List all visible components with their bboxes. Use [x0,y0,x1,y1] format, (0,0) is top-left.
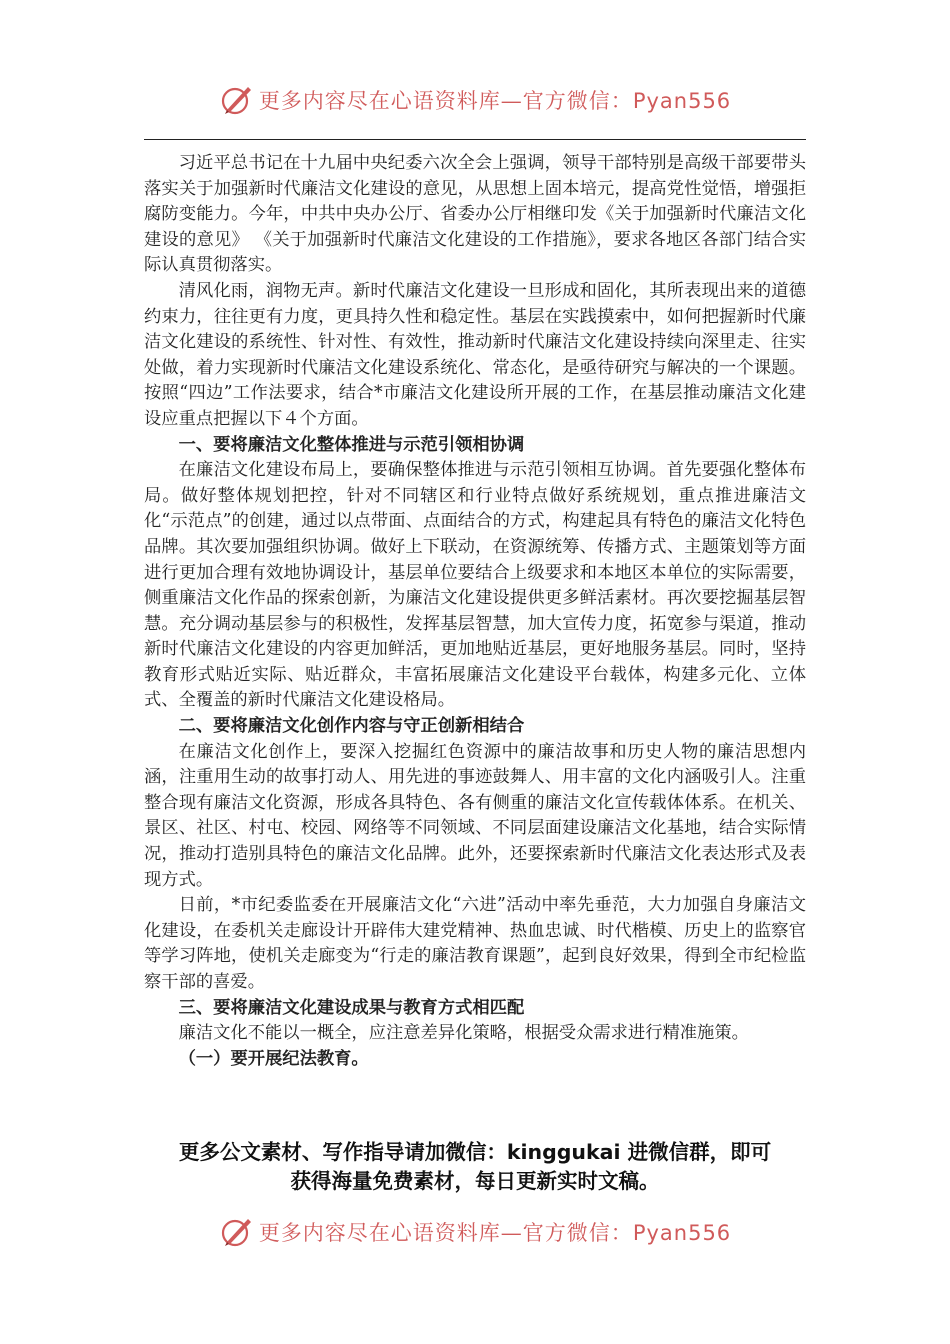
footer-banner [0,1212,950,1252]
section-1-paragraph: 在廉洁文化建设布局上，要确保整体推进与示范引领相互协调。首先要强化整体布局。做好整体规划把控，针对不同辖区和行业特点做好系统规划，重点推进廉洁文化“示范点”的创建，通过以点带面、点面结合的方式，构建起具有特色的廉洁文化特色品牌。其次要加强组织协调。做好上下联动，在资源统筹、传播方式、主题策划等方面进行更加合理有效地协调设计，基层单位要结合上级要求和本地区本单位的实际需要，侧重廉洁文化作品的探索创新，为廉洁文化建设提供更多鲜活素材。再次要挖掘基层智慧。充分调动基层参与的积极性，发挥基层智慧，加大宣传力度，拓宽参与渠道，推动新时代廉洁文化建设的内容更加鲜活，更加地贴近基层，更好地服务基层。同时，坚持教育形式贴近实际、贴近群众，丰富拓展廉洁文化建设平台载体，构建多元化、立体式、全覆盖的新时代廉洁文化建设格局。 [144,460,806,711]
header-wechat-id: Pyan556 [632,89,732,113]
section-3-paragraph: 廉洁文化不能以一概全，应注意差异化策略，根据受众需求进行精准施策。 [178,1023,749,1044]
section-1-heading: 一、要将廉洁文化整体推进与示范引领相协调 [178,434,525,455]
section-2-heading: 二、要将廉洁文化创作内容与守正创新相结合 [178,716,525,737]
section-2-paragraph-1: 在廉洁文化创作上，要深入挖掘红色资源中的廉洁故事和历史人物的廉洁思想内涵，注重用生动的故事打动人、用先进的事迹鼓舞人、用丰富的文化内涵吸引人。注重整合现有廉洁文化资源，形成各具特色、各有侧重的廉洁文化宣传载体体系。在机关、景区、社区、村屯、校园、网络等不同领域、不同层面建设廉洁文化基地，结合实际情况，推动打造别具特色的廉洁文化品牌。此外，还要探索新时代廉洁文化表达形式及表现方式。 [144,741,806,890]
footer-banner-text: 更多内容尽在心语资料库—官方微信：Pyan556 [258,1221,732,1245]
footer-wechat-id: Pyan556 [632,1221,732,1245]
section-3-heading: 三、要将廉洁文化建设成果与教育方式相匹配 [178,997,525,1018]
promo-block [0,1138,950,1196]
document-body [144,151,806,1072]
section-3-subheading: （一）要开展纪法教育。 [178,1048,369,1069]
header-divider [144,139,806,140]
intro-paragraph-1: 习近平总书记在十九届中央纪委六次全会上强调，领导干部特别是高级干部要带头落实关于加强新时代廉洁文化建设的意见，从思想上固本培元，提高党性觉悟，增强拒腐防变能力。今年，中共中央办公厅、省委办公厅相继印发《关于加强新时代廉洁文化建设的意见》 《关于加强新时代廉洁文化建设的工作措施》，要求各地区各部门结合实际认真贯彻落实。 [144,153,806,276]
promo-line-1: 更多公文素材、写作指导请加微信：kinggukai 进微信群，即可 [178,1140,772,1164]
promo-line-2: 获得海量免费素材，每日更新实时文稿。 [290,1169,660,1193]
quill-logo-icon [219,82,255,118]
header-banner-text: 更多内容尽在心语资料库—官方微信：Pyan556 [258,89,732,113]
header-banner [0,80,950,120]
section-2-paragraph-2: 日前，*市纪委监委在开展廉洁文化“六进”活动中率先垂范，大力加强自身廉洁文化建设，在委机关走廊设计开辟伟大建党精神、热血忠诚、时代楷模、历史上的监察官等学习阵地，使机关走廊变为“行走的廉洁教育课题”，起到良好效果，得到全市纪检监察干部的喜爱。 [144,895,806,992]
intro-paragraph-2: 清风化雨，润物无声。新时代廉洁文化建设一旦形成和固化，其所表现出来的道德约束力，往往更有力度，更具持久性和稳定性。基层在实践摸索中，如何把握新时代廉洁文化建设的系统性、针对性、有效性，推动新时代廉洁文化建设持续向深里走、往实处做，着力实现新时代廉洁文化建设系统化、常态化，是亟待研究与解决的一个课题。按照“四边”工作法要求，结合*市廉洁文化建设所开展的工作，在基层推动廉洁文化建设应重点把握以下４个方面。 [144,280,806,429]
quill-logo-icon [219,1214,255,1250]
